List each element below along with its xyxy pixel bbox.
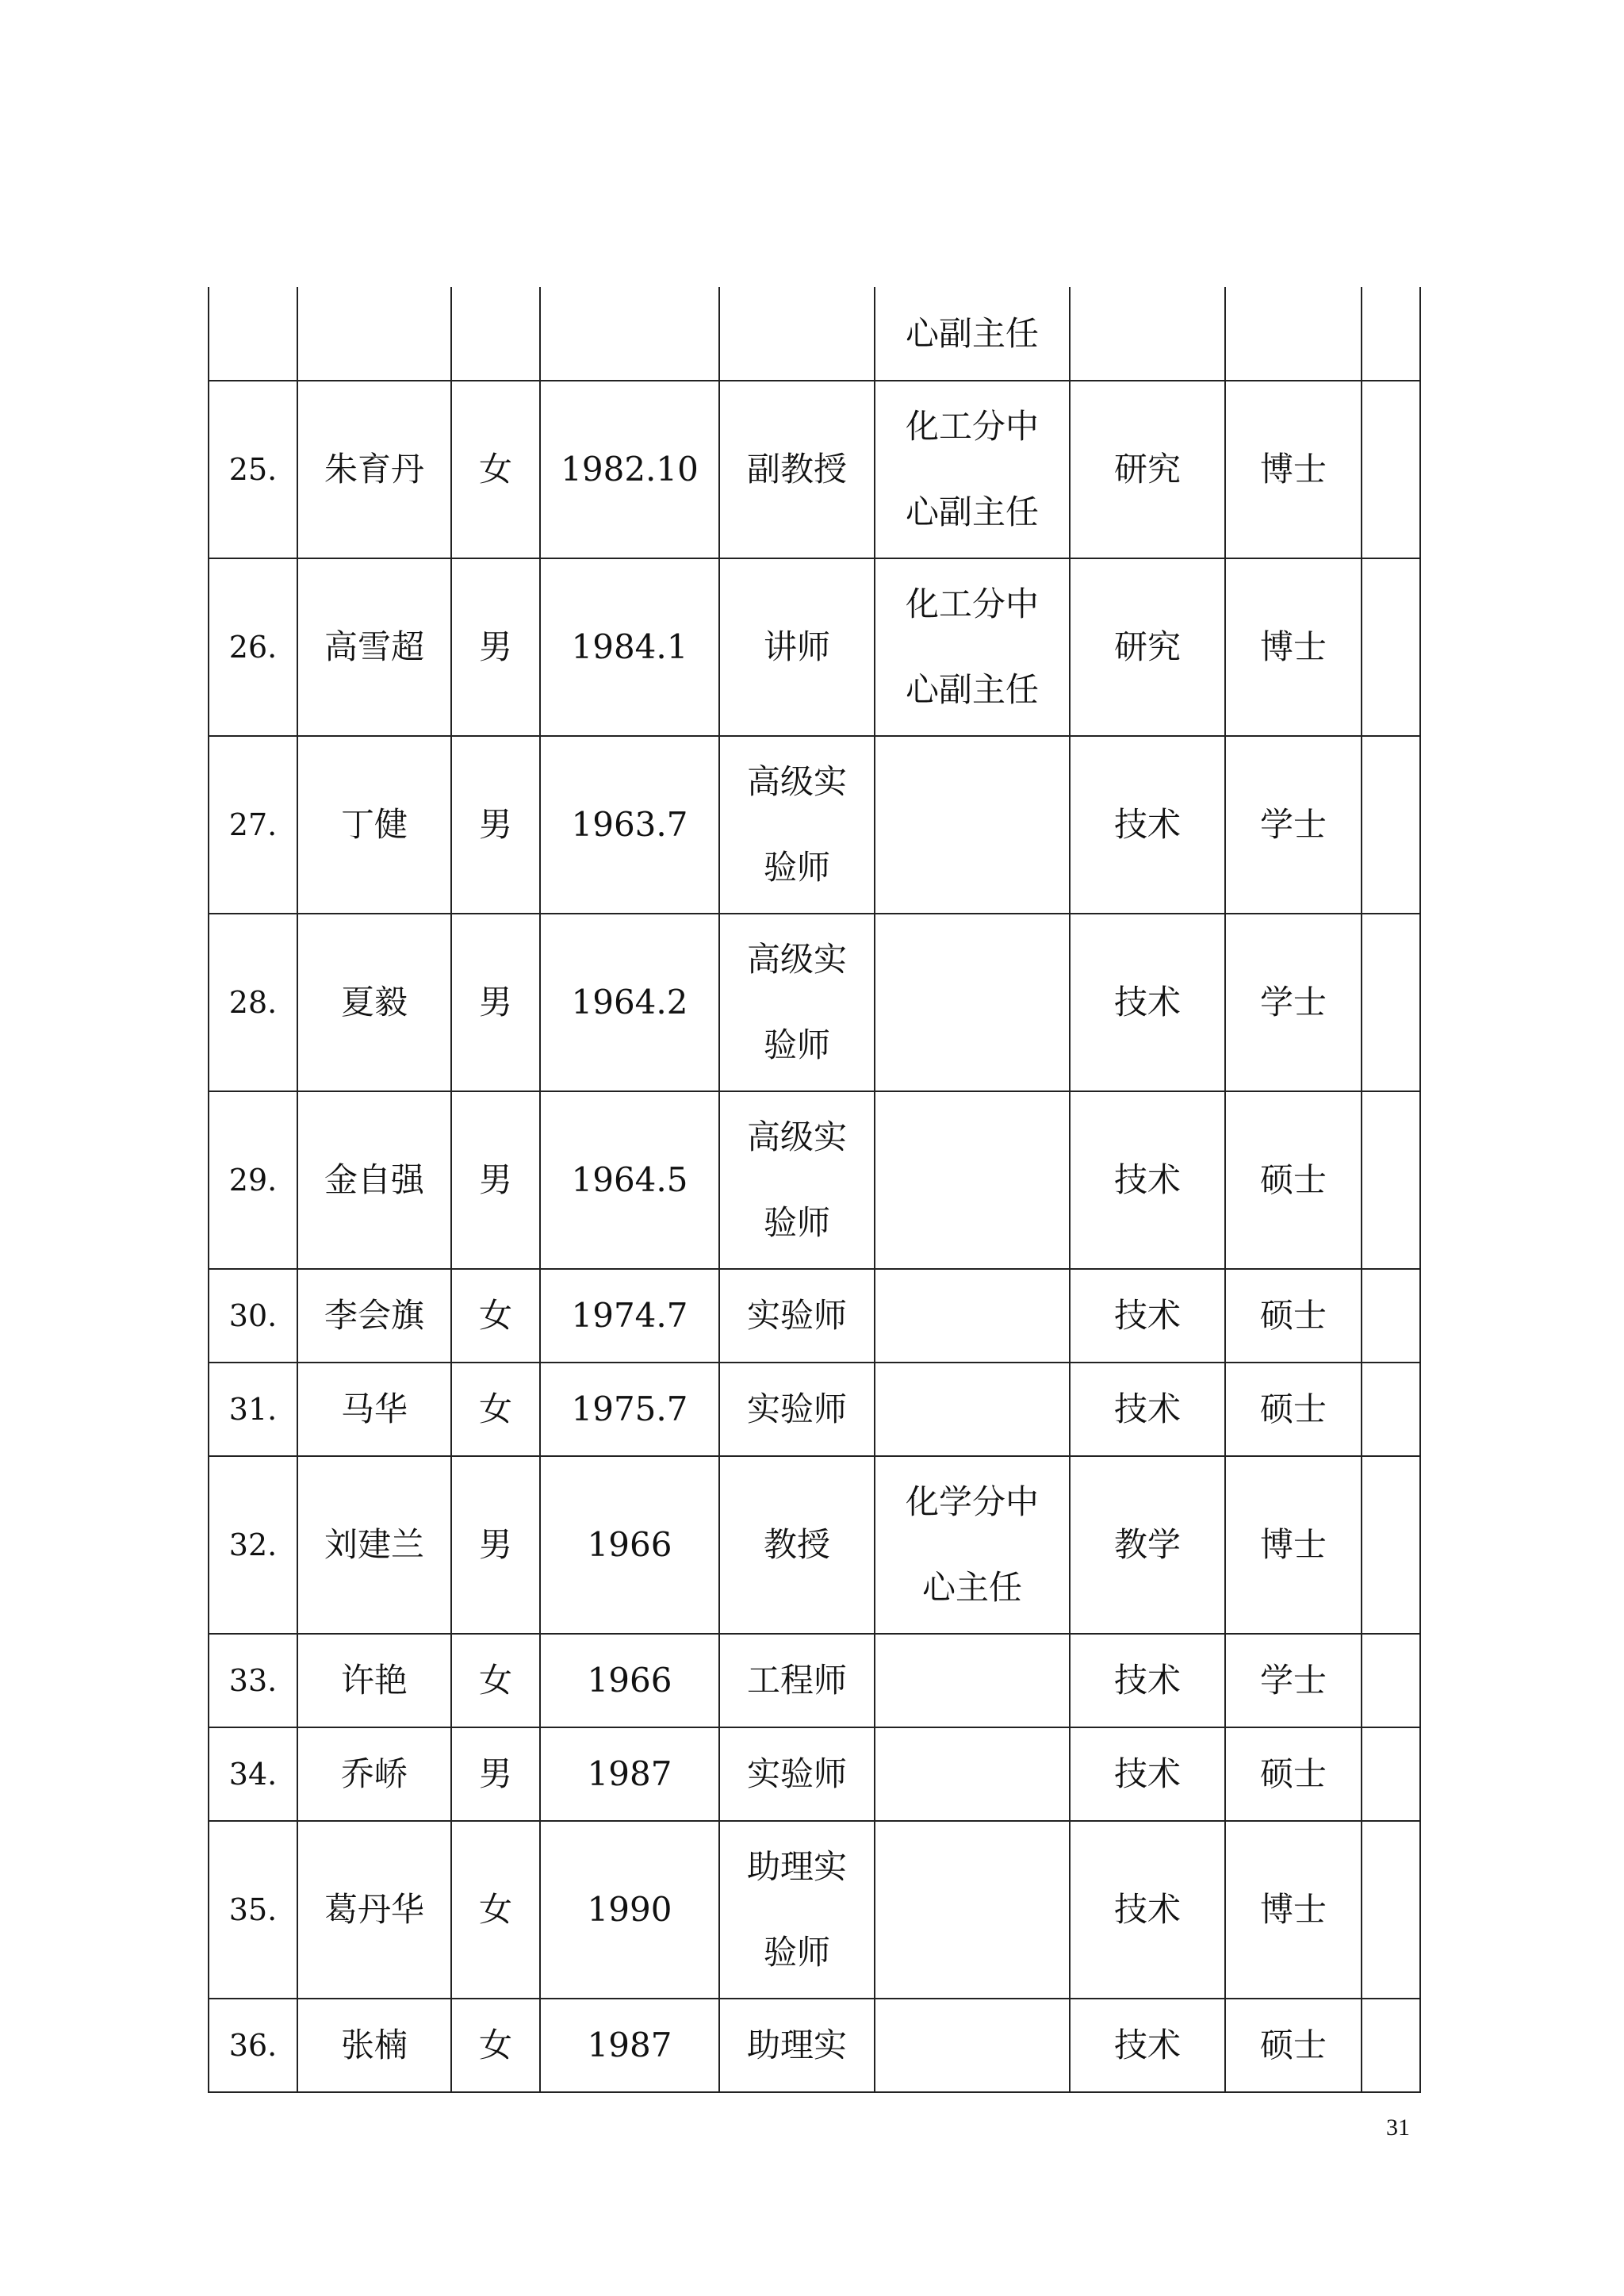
name-cell: 刘建兰 — [297, 1456, 451, 1634]
duty-cell — [875, 1727, 1070, 1821]
title-line: 验师 — [763, 1025, 830, 1064]
degree-cell: 博士 — [1225, 381, 1362, 558]
title-cell — [719, 558, 875, 736]
title-line: 工程师 — [746, 1661, 847, 1700]
title-cell — [719, 1727, 875, 1821]
page-number: 31 — [1386, 2114, 1410, 2141]
birth-date-cell: 1982.10 — [540, 381, 719, 558]
name-cell: 金自强 — [297, 1091, 451, 1269]
table-row — [209, 381, 1420, 558]
gender-cell: 男 — [451, 558, 540, 736]
table-row — [209, 914, 1420, 1091]
degree-cell: 硕士 — [1225, 1269, 1362, 1363]
note-cell — [1362, 1821, 1420, 1999]
role-type-cell: 技术 — [1070, 1363, 1225, 1456]
row-number-cell — [209, 287, 297, 381]
role-type-cell: 技术 — [1070, 1727, 1225, 1821]
duty-cell — [875, 287, 1070, 381]
title-line: 验师 — [763, 1203, 830, 1242]
duty-cell — [875, 914, 1070, 1091]
birth-date-cell: 1966 — [540, 1634, 719, 1727]
role-type-cell — [1070, 287, 1225, 381]
birth-date-cell: 1964.5 — [540, 1091, 719, 1269]
degree-cell: 博士 — [1225, 1821, 1362, 1999]
note-cell — [1362, 1999, 1420, 2092]
note-cell — [1362, 736, 1420, 914]
duty-cell — [875, 558, 1070, 736]
name-cell — [297, 287, 451, 381]
row-number-cell: 25. — [209, 381, 297, 558]
name-cell: 乔峤 — [297, 1727, 451, 1821]
note-cell — [1362, 1091, 1420, 1269]
duty-cell — [875, 1091, 1070, 1269]
duty-cell — [875, 1999, 1070, 2092]
note-cell — [1362, 1363, 1420, 1456]
gender-cell: 女 — [451, 1269, 540, 1363]
row-number-cell: 26. — [209, 558, 297, 736]
duty-line: 化工分中 — [905, 585, 1039, 623]
title-line: 助理实 — [746, 1847, 847, 1886]
title-line: 高级实 — [746, 940, 847, 979]
note-cell — [1362, 1634, 1420, 1727]
duty-line: 化工分中 — [905, 407, 1039, 446]
name-cell: 许艳 — [297, 1634, 451, 1727]
birth-date-cell: 1990 — [540, 1821, 719, 1999]
title-cell — [719, 1269, 875, 1363]
title-line: 副教授 — [746, 450, 847, 489]
role-type-cell: 技术 — [1070, 736, 1225, 914]
title-line: 实验师 — [746, 1389, 847, 1428]
role-type-cell: 技术 — [1070, 1269, 1225, 1363]
degree-cell: 学士 — [1225, 736, 1362, 914]
gender-cell: 女 — [451, 1999, 540, 2092]
title-cell — [719, 1999, 875, 2092]
birth-date-cell: 1975.7 — [540, 1363, 719, 1456]
birth-date-cell: 1987 — [540, 1999, 719, 2092]
degree-cell: 学士 — [1225, 914, 1362, 1091]
note-cell — [1362, 558, 1420, 736]
title-cell — [719, 1456, 875, 1634]
role-type-cell: 教学 — [1070, 1456, 1225, 1634]
gender-cell: 女 — [451, 1634, 540, 1727]
table-row — [209, 1634, 1420, 1727]
name-cell: 朱育丹 — [297, 381, 451, 558]
table-row — [209, 1821, 1420, 1999]
gender-cell: 男 — [451, 914, 540, 1091]
degree-cell: 博士 — [1225, 1456, 1362, 1634]
note-cell — [1362, 1269, 1420, 1363]
role-type-cell: 技术 — [1070, 1091, 1225, 1269]
duty-cell — [875, 1821, 1070, 1999]
gender-cell: 男 — [451, 736, 540, 914]
duty-cell — [875, 736, 1070, 914]
duty-cell — [875, 1269, 1070, 1363]
row-number-cell: 33. — [209, 1634, 297, 1727]
gender-cell: 女 — [451, 381, 540, 558]
gender-cell: 男 — [451, 1456, 540, 1634]
title-line: 助理实 — [746, 2026, 847, 2064]
name-cell: 张楠 — [297, 1999, 451, 2092]
title-cell — [719, 914, 875, 1091]
title-cell — [719, 736, 875, 914]
duty-cell — [875, 1456, 1070, 1634]
role-type-cell: 研究 — [1070, 381, 1225, 558]
note-cell — [1362, 381, 1420, 558]
note-cell — [1362, 1456, 1420, 1634]
title-cell — [719, 1363, 875, 1456]
table-row — [209, 1091, 1420, 1269]
degree-cell — [1225, 287, 1362, 381]
table-row — [209, 558, 1420, 736]
row-number-cell: 34. — [209, 1727, 297, 1821]
title-line: 实验师 — [746, 1754, 847, 1793]
title-line: 验师 — [763, 1933, 830, 1972]
table-row — [209, 287, 1420, 381]
row-number-cell: 30. — [209, 1269, 297, 1363]
role-type-cell: 技术 — [1070, 1999, 1225, 2092]
name-cell: 李会旗 — [297, 1269, 451, 1363]
birth-date-cell: 1964.2 — [540, 914, 719, 1091]
table-row — [209, 1456, 1420, 1634]
degree-cell: 硕士 — [1225, 1363, 1362, 1456]
row-number-cell: 35. — [209, 1821, 297, 1999]
table-row — [209, 736, 1420, 914]
name-cell: 高雪超 — [297, 558, 451, 736]
note-cell — [1362, 1727, 1420, 1821]
table-row — [209, 1269, 1420, 1363]
title-line: 验师 — [763, 848, 830, 887]
title-cell — [719, 1634, 875, 1727]
note-cell — [1362, 914, 1420, 1091]
role-type-cell: 研究 — [1070, 558, 1225, 736]
gender-cell — [451, 287, 540, 381]
birth-date-cell: 1963.7 — [540, 736, 719, 914]
duty-cell — [875, 1363, 1070, 1456]
duty-line: 心主任 — [921, 1568, 1022, 1607]
staff-table — [208, 287, 1421, 2093]
note-cell — [1362, 287, 1420, 381]
title-cell — [719, 287, 875, 381]
row-number-cell: 32. — [209, 1456, 297, 1634]
row-number-cell: 27. — [209, 736, 297, 914]
birth-date-cell: 1984.1 — [540, 558, 719, 736]
degree-cell: 博士 — [1225, 558, 1362, 736]
staff-table-body — [209, 287, 1420, 2092]
birth-date-cell — [540, 287, 719, 381]
degree-cell: 学士 — [1225, 1634, 1362, 1727]
name-cell: 丁健 — [297, 736, 451, 914]
duty-cell — [875, 1634, 1070, 1727]
table-row — [209, 1999, 1420, 2092]
role-type-cell: 技术 — [1070, 1821, 1225, 1999]
title-cell — [719, 1091, 875, 1269]
duty-cell — [875, 381, 1070, 558]
degree-cell: 硕士 — [1225, 1999, 1362, 2092]
role-type-cell: 技术 — [1070, 1634, 1225, 1727]
title-line: 教授 — [763, 1525, 830, 1564]
title-line: 讲师 — [763, 627, 830, 666]
gender-cell: 男 — [451, 1091, 540, 1269]
degree-cell: 硕士 — [1225, 1091, 1362, 1269]
duty-line: 心副主任 — [905, 670, 1039, 709]
row-number-cell: 36. — [209, 1999, 297, 2092]
name-cell: 马华 — [297, 1363, 451, 1456]
row-number-cell: 31. — [209, 1363, 297, 1456]
title-line: 实验师 — [746, 1296, 847, 1335]
title-line: 高级实 — [746, 762, 847, 801]
name-cell: 夏毅 — [297, 914, 451, 1091]
title-line: 高级实 — [746, 1117, 847, 1156]
duty-line: 化学分中 — [905, 1482, 1039, 1521]
name-cell: 葛丹华 — [297, 1821, 451, 1999]
row-number-cell: 29. — [209, 1091, 297, 1269]
degree-cell: 硕士 — [1225, 1727, 1362, 1821]
birth-date-cell: 1987 — [540, 1727, 719, 1821]
duty-line: 心副主任 — [905, 493, 1039, 531]
gender-cell: 女 — [451, 1821, 540, 1999]
gender-cell: 男 — [451, 1727, 540, 1821]
gender-cell: 女 — [451, 1363, 540, 1456]
title-cell — [719, 381, 875, 558]
duty-line: 心副主任 — [905, 313, 1039, 353]
role-type-cell: 技术 — [1070, 914, 1225, 1091]
table-row — [209, 1727, 1420, 1821]
row-number-cell: 28. — [209, 914, 297, 1091]
birth-date-cell: 1974.7 — [540, 1269, 719, 1363]
title-cell — [719, 1821, 875, 1999]
birth-date-cell: 1966 — [540, 1456, 719, 1634]
table-row — [209, 1363, 1420, 1456]
